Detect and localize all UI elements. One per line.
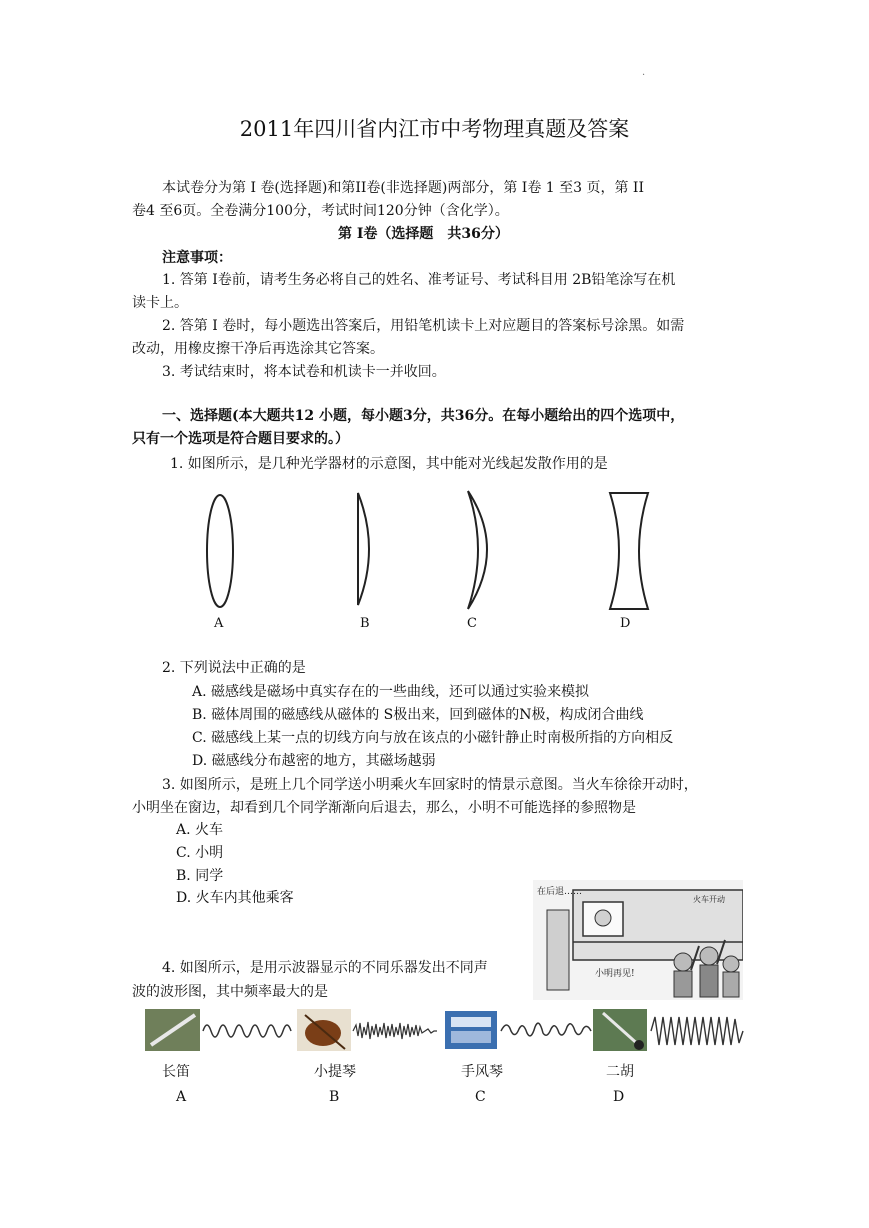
- q4-label-a: A: [176, 1089, 187, 1105]
- instrument-label-accordion: 手风琴: [461, 1064, 503, 1080]
- xiaoming-figure: [595, 910, 611, 926]
- lens-d-biconcave: [610, 493, 648, 609]
- q4-label-d: D: [613, 1089, 625, 1105]
- q3-option-b: B. 同学: [176, 868, 224, 884]
- q2-stem: 2. 下列说法中正确的是: [162, 660, 306, 676]
- q2-option-c: C. 磁感线上某一点的切线方向与放在该点的小磁针静止时南极所指的方向相反: [192, 730, 674, 746]
- q4-stem-line-2: 波的波形图，其中频率最大的是: [132, 984, 328, 1000]
- q4-label-c: C: [475, 1089, 486, 1105]
- classmate-2: [700, 947, 718, 965]
- station-pillar: [547, 910, 569, 990]
- flute-waveform: [203, 1025, 291, 1037]
- q4-stem-line-1: 4. 如图所示，是用示波器显示的不同乐器发出不同声: [162, 960, 488, 976]
- q4-waveform-strip: [145, 1005, 745, 1055]
- lens-label-b: B: [360, 616, 370, 631]
- erhu-waveform: [651, 1017, 743, 1045]
- lens-label-c: C: [467, 616, 477, 631]
- accordion-waveform: [501, 1023, 591, 1036]
- lens-b-plano-convex: [358, 493, 369, 605]
- notice-item-3: 3. 考试结束时，将本试卷和机读卡一并收回。: [162, 364, 446, 380]
- violin-waveform: [353, 1022, 437, 1039]
- accordion-image: [445, 1011, 497, 1049]
- intro-line-1: 本试卷分为第 I 卷(选择题)和第II卷(非选择题)两部分，第 I卷 1 至3 页，第 II: [162, 180, 644, 196]
- section1-line-1: 一、选择题(本大题共12 小题，每小题3分，共36分。在每小题给出的四个选项中，: [162, 408, 685, 424]
- lens-a-biconvex: [207, 495, 233, 607]
- lens-label-d: D: [620, 616, 631, 631]
- notice-heading: 注意事项：: [162, 250, 232, 266]
- classmate-1: [674, 953, 692, 971]
- notice-item-1-line-1: 1. 答第 I卷前，请考生务必将自己的姓名、准考证号、考试科目用 2B铅笔涂写在机: [162, 272, 676, 288]
- page-title: 2011年四川省内江市中考物理真题及答案: [239, 117, 630, 141]
- scene-text-retreating: 在后退……: [537, 887, 583, 897]
- q3-option-a: A. 火车: [176, 822, 224, 838]
- q4-label-b: B: [329, 1089, 340, 1105]
- notice-item-1-line-2: 读卡上。: [132, 295, 188, 311]
- header-dot: ·: [642, 70, 646, 81]
- q3-train-scene: [533, 880, 743, 1000]
- instrument-label-flute: 长笛: [162, 1064, 190, 1080]
- q3-option-d: D. 火车内其他乘客: [176, 890, 294, 906]
- intro-line-2: 卷4 至6页。全卷满分100分，考试时间120分钟（含化学）。: [132, 203, 509, 219]
- instrument-label-erhu: 二胡: [606, 1064, 634, 1080]
- section1-line-2: 只有一个选项是符合题目要求的。）: [132, 431, 349, 447]
- q3-stem-line-2: 小明坐在窗边，却看到几个同学渐渐向后退去，那么，小明不可能选择的参照物是: [132, 800, 636, 816]
- q2-option-b: B. 磁体周围的磁感线从磁体的 S极出来，回到磁体的N极，构成闭合曲线: [192, 707, 644, 723]
- notice-item-2-line-2: 改动，用橡皮擦干净后再选涂其它答案。: [132, 341, 384, 357]
- q3-stem-line-1: 3. 如图所示，是班上几个同学送小明乘火车回家时的情景示意图。当火车徐徐开动时，: [162, 777, 698, 793]
- notice-item-2-line-1: 2. 答第 I 卷时，每小题选出答案后，用铅笔机读卡上对应题目的答案标号涂黑。如需: [162, 318, 685, 334]
- lens-label-a: A: [214, 616, 224, 631]
- q3-option-c: C. 小明: [176, 845, 224, 861]
- q2-option-a: A. 磁感线是磁场中真实存在的一些曲线，还可以通过实验来模拟: [192, 684, 590, 700]
- part1-heading: 第 I卷（选择题 共36分）: [338, 226, 509, 242]
- scene-text-train-start: 火车开动: [693, 895, 725, 904]
- q1-lens-figure: [190, 485, 670, 635]
- instrument-label-violin: 小提琴: [314, 1064, 356, 1080]
- scene-text-goodbye: 小明再见!: [595, 969, 635, 979]
- lens-c-meniscus: [468, 491, 487, 609]
- classmate-3: [723, 956, 739, 972]
- q1-stem: 1. 如图所示，是几种光学器材的示意图，其中能对光线起发散作用的是: [170, 456, 608, 472]
- q2-option-d: D. 磁感线分布越密的地方，其磁场越弱: [192, 753, 436, 769]
